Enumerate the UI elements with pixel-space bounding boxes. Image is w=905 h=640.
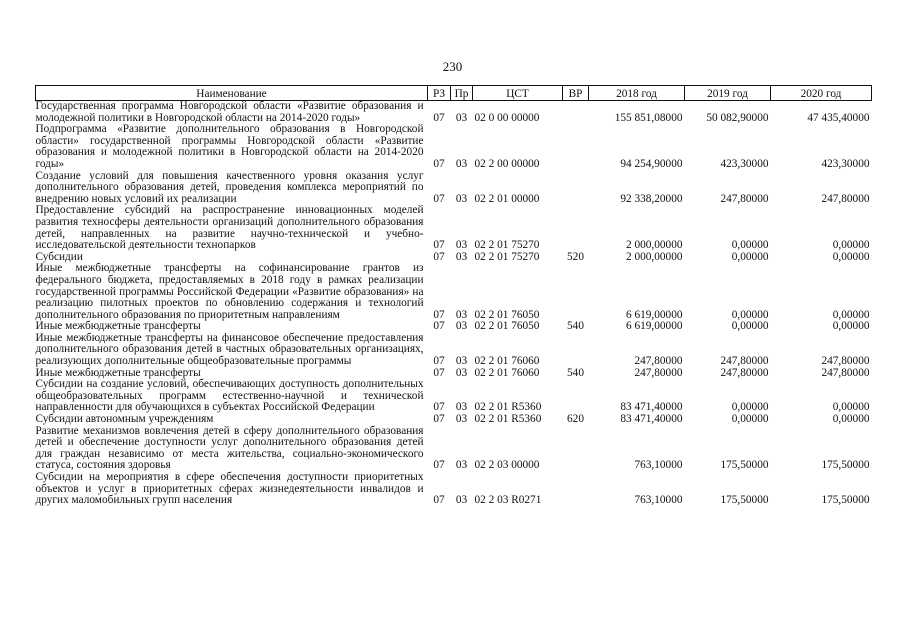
table-row bbox=[36, 414, 872, 426]
row-rz: 07 bbox=[433, 111, 445, 124]
row-name: Предоставление субсидий на распространение инновационных моделей развития техносферы деятельности организаций дополнительного образования детей, направленных на развитие научно-технической и учебно-исследовательской деятельности технопарков bbox=[35, 204, 424, 252]
header-vr: ВР bbox=[563, 86, 589, 101]
row-2020: 247,80000 bbox=[821, 366, 870, 379]
header-name: Наименование bbox=[36, 86, 428, 101]
row-2018: 6 619,00000 bbox=[626, 308, 683, 321]
row-name: Иные межбюджетные трансферты на финансовое обеспечение предоставления дополнительного образования детей в частных образовательных организациях, реализующих дополнительные общеобразовательные программы bbox=[35, 331, 424, 368]
row-2018: 83 471,40000 bbox=[620, 413, 683, 426]
row-vr bbox=[563, 101, 589, 125]
row-cst: 02 2 01 75270 bbox=[474, 250, 540, 263]
row-rz: 07 bbox=[433, 320, 445, 333]
row-2019: 423,30000 bbox=[720, 157, 769, 170]
row-2020: 175,50000 bbox=[821, 494, 870, 507]
row-vr bbox=[563, 333, 589, 368]
header-2018: 2018 год bbox=[589, 86, 685, 101]
table-row bbox=[36, 101, 872, 125]
table-row bbox=[36, 124, 872, 170]
row-2019: 247,80000 bbox=[720, 192, 769, 205]
table-row bbox=[36, 263, 872, 321]
row-vr bbox=[563, 171, 589, 206]
row-2020: 423,30000 bbox=[821, 157, 870, 170]
row-pr: 03 bbox=[455, 192, 468, 205]
row-name: Субсидии на создание условий, обеспечивающих доступность дополнительных общеобразовательных программ естественно-научной и технической направленности для обучающихся в субъектах Российской Федерации bbox=[35, 378, 424, 414]
row-cst: 02 2 01 76060 bbox=[474, 355, 540, 368]
row-2019: 0,00000 bbox=[731, 250, 769, 263]
row-2018: 247,80000 bbox=[634, 366, 683, 379]
row-2020: 0,00000 bbox=[832, 239, 870, 252]
row-vr bbox=[563, 426, 589, 472]
table-header bbox=[36, 86, 872, 101]
row-pr: 03 bbox=[455, 308, 468, 321]
table-row bbox=[36, 171, 872, 206]
row-2020: 175,50000 bbox=[821, 459, 870, 472]
row-2019: 0,00000 bbox=[731, 401, 769, 414]
row-2019: 0,00000 bbox=[731, 239, 769, 252]
header-2019: 2019 год bbox=[685, 86, 771, 101]
row-2019: 50 082,90000 bbox=[706, 111, 769, 124]
row-2018: 763,10000 bbox=[634, 494, 683, 507]
row-vr bbox=[563, 205, 589, 251]
row-name: Субсидии автономным учреждениям bbox=[35, 413, 214, 426]
row-pr: 03 bbox=[455, 401, 468, 414]
row-2018: 94 254,90000 bbox=[620, 157, 683, 170]
row-pr: 03 bbox=[455, 250, 468, 263]
row-vr: 620 bbox=[567, 413, 584, 426]
row-2020: 0,00000 bbox=[832, 250, 870, 263]
row-rz: 07 bbox=[433, 366, 445, 379]
row-2019: 0,00000 bbox=[731, 413, 769, 426]
row-vr bbox=[563, 472, 589, 507]
row-2020: 47 435,40000 bbox=[807, 111, 870, 124]
row-2020: 0,00000 bbox=[832, 413, 870, 426]
header-cst: ЦСТ bbox=[473, 86, 563, 101]
row-name: Иные межбюджетные трансферты bbox=[35, 366, 201, 379]
header-row bbox=[36, 86, 872, 101]
row-pr: 03 bbox=[455, 157, 468, 170]
row-2018: 2 000,00000 bbox=[626, 250, 683, 263]
row-cst: 02 2 01 00000 bbox=[474, 192, 540, 205]
row-2019: 175,50000 bbox=[720, 494, 769, 507]
row-2020: 0,00000 bbox=[832, 320, 870, 333]
row-cst: 02 2 01 R5360 bbox=[474, 401, 542, 414]
row-2019: 247,80000 bbox=[720, 366, 769, 379]
table-row bbox=[36, 205, 872, 251]
table-body bbox=[36, 101, 872, 507]
header-rz: РЗ bbox=[428, 86, 451, 101]
row-rz: 07 bbox=[433, 192, 445, 205]
table-row bbox=[36, 333, 872, 368]
row-rz: 07 bbox=[433, 355, 445, 368]
row-cst: 02 2 01 75270 bbox=[474, 239, 540, 252]
row-vr bbox=[563, 379, 589, 414]
row-vr: 520 bbox=[567, 250, 584, 263]
header-pr: Пр bbox=[451, 86, 473, 101]
row-cst: 02 2 00 00000 bbox=[474, 157, 540, 170]
row-2019: 0,00000 bbox=[731, 308, 769, 321]
row-rz: 07 bbox=[433, 250, 445, 263]
row-vr bbox=[563, 124, 589, 170]
row-rz: 07 bbox=[433, 494, 445, 507]
row-cst: 02 2 01 76050 bbox=[474, 320, 540, 333]
row-2018: 83 471,40000 bbox=[620, 401, 683, 414]
row-2020: 247,80000 bbox=[821, 355, 870, 368]
row-2018: 247,80000 bbox=[634, 355, 683, 368]
row-pr: 03 bbox=[455, 494, 468, 507]
row-name: Подпрограмма «Развитие дополнительного образования в Новгородской области» государственной программы Новгородской области «Развитие образования и молодежной политики в Новгородской области на 2014-2020 годы» bbox=[35, 123, 424, 170]
row-cst: 02 2 01 76060 bbox=[474, 366, 540, 379]
row-cst: 02 2 01 76050 bbox=[474, 308, 540, 321]
row-2018: 763,10000 bbox=[634, 459, 683, 472]
row-2019: 247,80000 bbox=[720, 355, 769, 368]
row-pr: 03 bbox=[455, 320, 468, 333]
row-cst: 02 2 03 R0271 bbox=[474, 494, 542, 507]
row-2020: 247,80000 bbox=[821, 192, 870, 205]
row-cst: 02 2 03 00000 bbox=[474, 459, 540, 472]
row-rz: 07 bbox=[433, 413, 445, 426]
row-pr: 03 bbox=[455, 413, 468, 426]
row-pr: 03 bbox=[455, 355, 468, 368]
row-rz: 07 bbox=[433, 459, 445, 472]
row-pr: 03 bbox=[455, 366, 468, 379]
row-vr: 540 bbox=[567, 366, 584, 379]
row-cst: 02 0 00 00000 bbox=[474, 111, 540, 124]
row-rz: 07 bbox=[433, 308, 445, 321]
row-2020: 0,00000 bbox=[832, 308, 870, 321]
row-vr: 540 bbox=[567, 320, 584, 333]
header-2020: 2020 год bbox=[771, 86, 872, 101]
table-row bbox=[36, 426, 872, 472]
page-number: 230 bbox=[442, 59, 463, 74]
row-rz: 07 bbox=[433, 401, 445, 414]
row-rz: 07 bbox=[433, 239, 445, 252]
row-name: Создание условий для повышения качественного уровня оказания услуг дополнительного образования детей, проведения комплекса мероприятий по внедрению новых условий их реализации bbox=[35, 169, 424, 205]
row-rz: 07 bbox=[433, 157, 445, 170]
row-2020: 0,00000 bbox=[832, 401, 870, 414]
row-name: Развитие механизмов вовлечения детей в сферу дополнительного образования детей и обеспечение доступности услуг дополнительного образования детей для граждан независимо от места жительства, социально-экономического статуса, состояния здоровья bbox=[35, 424, 424, 472]
row-name: Субсидии на мероприятия в сфере обеспечения доступности приоритетных объектов и услуг в приоритетных сферах жизнедеятельности инвалидов и других маломобильных групп населения bbox=[35, 471, 424, 507]
budget-table bbox=[35, 85, 872, 507]
row-name: Иные межбюджетные трансферты на софинансирование грантов из федерального бюджета, предоставляемых в 2018 году в рамках реализации государственной программы Российской Федерации «Развитие образования» на реализацию пилотных проектов по обновлению содержания и технологий дополнительного образования по приоритетным направлениям bbox=[35, 262, 424, 321]
row-2018: 6 619,00000 bbox=[626, 320, 683, 333]
row-2018: 155 851,08000 bbox=[614, 111, 683, 124]
row-name: Государственная программа Новгородской области «Развитие образования и молодежной политики в Новгородской области на 2014-2020 годы» bbox=[35, 100, 424, 124]
row-vr bbox=[563, 263, 589, 321]
row-2019: 0,00000 bbox=[731, 320, 769, 333]
row-name: Субсидии bbox=[35, 250, 83, 263]
row-pr: 03 bbox=[455, 239, 468, 252]
row-name: Иные межбюджетные трансферты bbox=[35, 320, 201, 333]
row-2018: 2 000,00000 bbox=[626, 239, 683, 252]
row-cst: 02 2 01 R5360 bbox=[474, 413, 542, 426]
row-2018: 92 338,20000 bbox=[620, 192, 683, 205]
row-2019: 175,50000 bbox=[720, 459, 769, 472]
table-row bbox=[36, 379, 872, 414]
table-row bbox=[36, 472, 872, 507]
row-pr: 03 bbox=[455, 111, 468, 124]
row-pr: 03 bbox=[455, 459, 468, 472]
